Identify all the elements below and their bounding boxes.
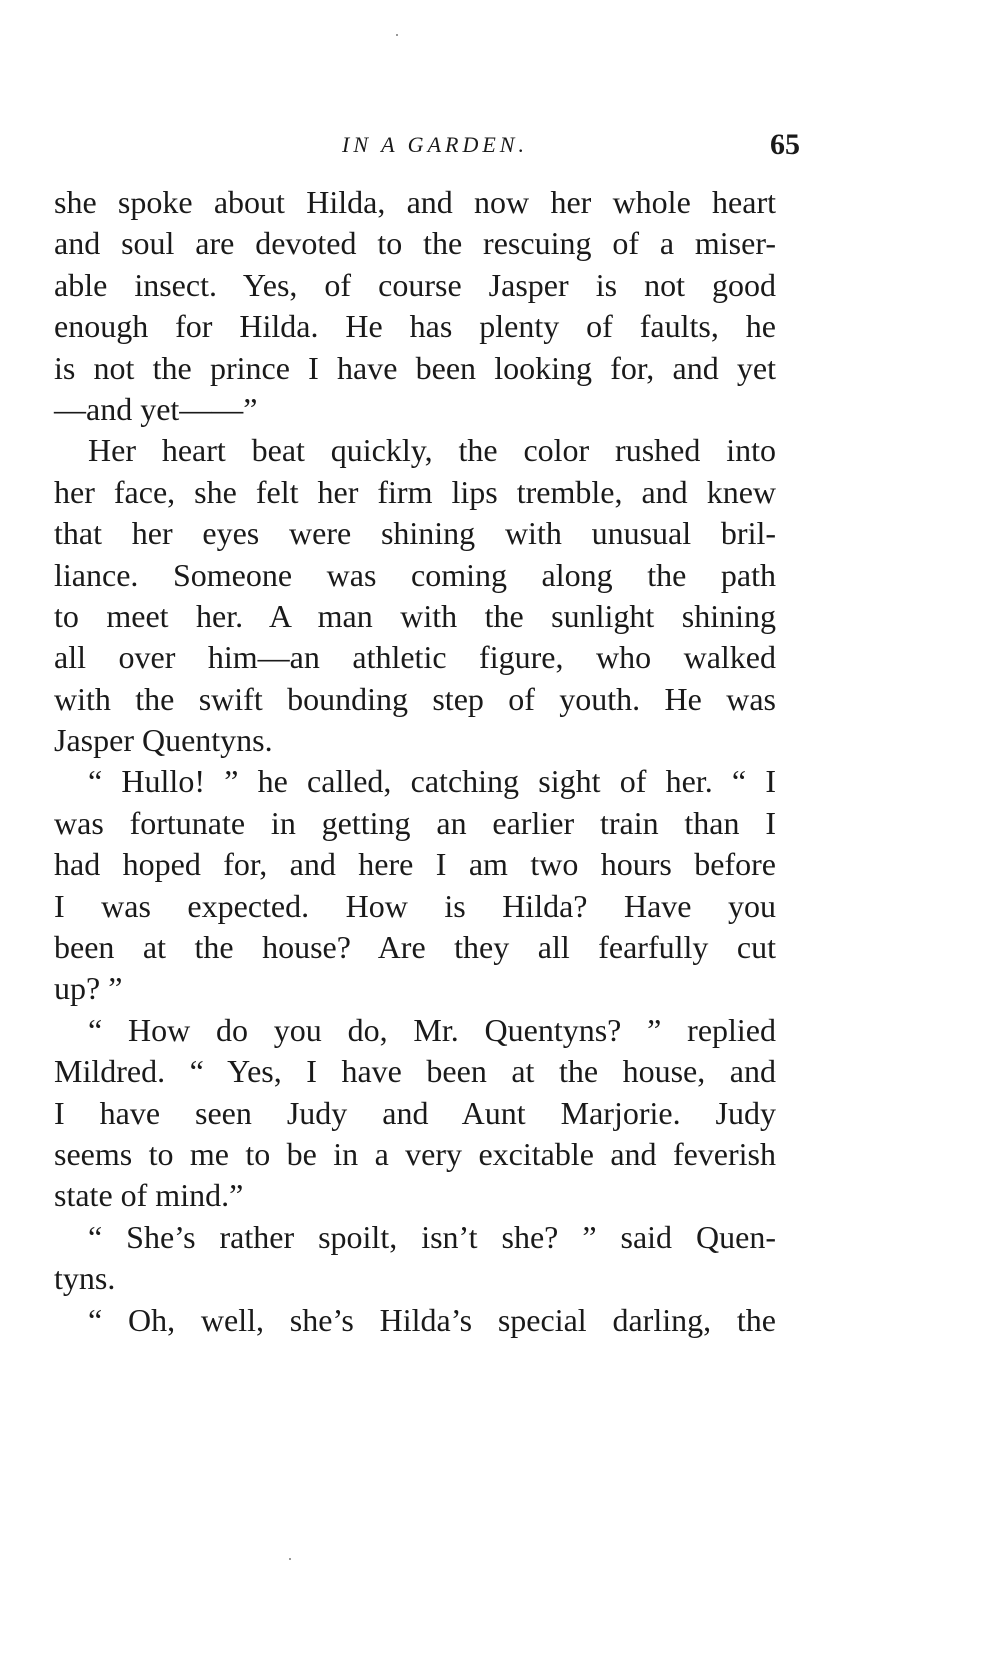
text-line: to meet her. A man with the sunlight shining xyxy=(54,597,776,634)
text-line: tyns. xyxy=(54,1260,116,1297)
text-line: Jasper Quentyns. xyxy=(54,722,273,759)
text-line: —and yet——” xyxy=(54,390,258,427)
body-text xyxy=(54,182,776,1341)
text-line: and soul are devoted to the rescuing of a miser- xyxy=(54,225,776,262)
text-line: her face, she felt her firm lips tremble, and knew xyxy=(54,473,776,510)
paper-speck xyxy=(289,1558,291,1560)
text-line: liance. Someone was coming along the path xyxy=(54,556,776,593)
text-line: Her heart beat quickly, the color rushed into xyxy=(88,432,776,469)
text-line: been at the house? Are they all fearfully cut xyxy=(54,929,776,966)
text-line: was fortunate in getting an earlier train than I xyxy=(54,804,776,841)
text-line: enough for Hilda. He has plenty of faults, he xyxy=(54,308,776,345)
text-line: had hoped for, and here I am two hours before xyxy=(54,846,776,883)
text-line: seems to me to be in a very excitable and feverish xyxy=(54,1135,776,1172)
text-line: that her eyes were shining with unusual bril- xyxy=(54,515,776,552)
running-head xyxy=(0,128,986,164)
text-line: she spoke about Hilda, and now her whole heart xyxy=(54,184,776,220)
text-line: all over him—an athletic figure, who walked xyxy=(54,639,776,676)
text-line: able insect. Yes, of course Jasper is not good xyxy=(54,266,776,303)
text-line: “ Oh, well, she’s Hilda’s special darling, the xyxy=(88,1301,776,1338)
paper-speck xyxy=(396,34,398,36)
text-line: “ Hullo! ” he called, catching sight of her. “ I xyxy=(88,763,776,800)
text-line: “ How do you do, Mr. Quentyns? ” replied xyxy=(88,1011,776,1048)
text-line: is not the prince I have been looking for, and yet xyxy=(54,349,776,386)
text-line: state of mind.” xyxy=(54,1177,244,1214)
text-line: Mildred. “ Yes, I have been at the house, and xyxy=(54,1053,776,1090)
page-number: 65 xyxy=(770,128,800,161)
text-line: up? ” xyxy=(54,970,123,1007)
running-title: IN A GARDEN. xyxy=(342,132,528,157)
text-line: I was expected. How is Hilda? Have you xyxy=(54,887,776,924)
text-line: I have seen Judy and Aunt Marjorie. Judy xyxy=(54,1094,776,1131)
text-line: “ She’s rather spoilt, isn’t she? ” said Quen- xyxy=(88,1218,776,1255)
text-line: with the swift bounding step of youth. He was xyxy=(54,680,776,717)
